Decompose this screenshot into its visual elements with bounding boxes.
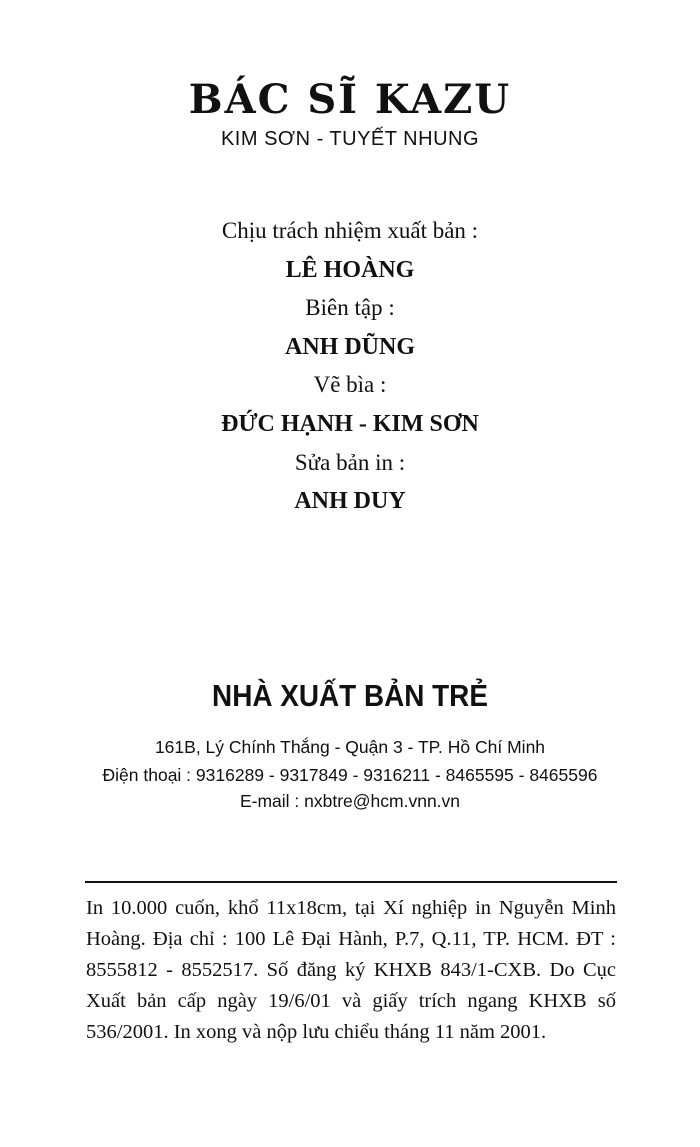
book-title: BÁC SĨ KAZU bbox=[188, 76, 512, 123]
credit-name-cover-artist: ĐỨC HẠNH - KIM SƠN bbox=[221, 411, 479, 437]
publisher-address: 161B, Lý Chính Thắng - Quận 3 - TP. Hồ Chí Minh bbox=[154, 737, 546, 757]
credit-name-editor: ANH DŨNG bbox=[285, 334, 415, 360]
credit-role-publisher-responsible: Chịu trách nhiệm xuất bản : bbox=[221, 218, 479, 243]
book-authors: KIM SƠN - TUYẾT NHUNG bbox=[220, 128, 480, 150]
publisher-name: NHÀ XUẤT BẢN TRẺ bbox=[212, 678, 488, 713]
credit-role-cover-artist: Vẽ bìa : bbox=[313, 372, 387, 397]
credit-role-proofreader: Sửa bản in : bbox=[294, 450, 406, 475]
printing-note: In 10.000 cuốn, khổ 11x18cm, tại Xí nghiệp in Nguyễn Minh Hoàng. Địa chỉ : 100 Lê Đại Hành, P.7, Q.11, TP. HCM. ĐT : 8555812 - 8552517. Số đăng ký KHXB 843/1-CXB. Do Cục Xuất bản cấp ngày 19/6/01 và giấy trích ngang KHXB số 536/2001. In xong và nộp lưu chiểu tháng 11 năm 2001. bbox=[86, 897, 616, 1043]
credit-name-proofreader: ANH DUY bbox=[294, 488, 406, 514]
publisher-phone: Điện thoại : 9316289 - 9317849 - 9316211 - 8465595 - 8465596 bbox=[102, 765, 598, 785]
publisher-email: E-mail : nxbtre@hcm.vnn.vn bbox=[239, 791, 461, 811]
credit-role-editor: Biên tập : bbox=[305, 295, 395, 320]
divider-rule bbox=[85, 881, 617, 883]
credit-name-publisher-responsible: LÊ HOÀNG bbox=[285, 257, 415, 283]
